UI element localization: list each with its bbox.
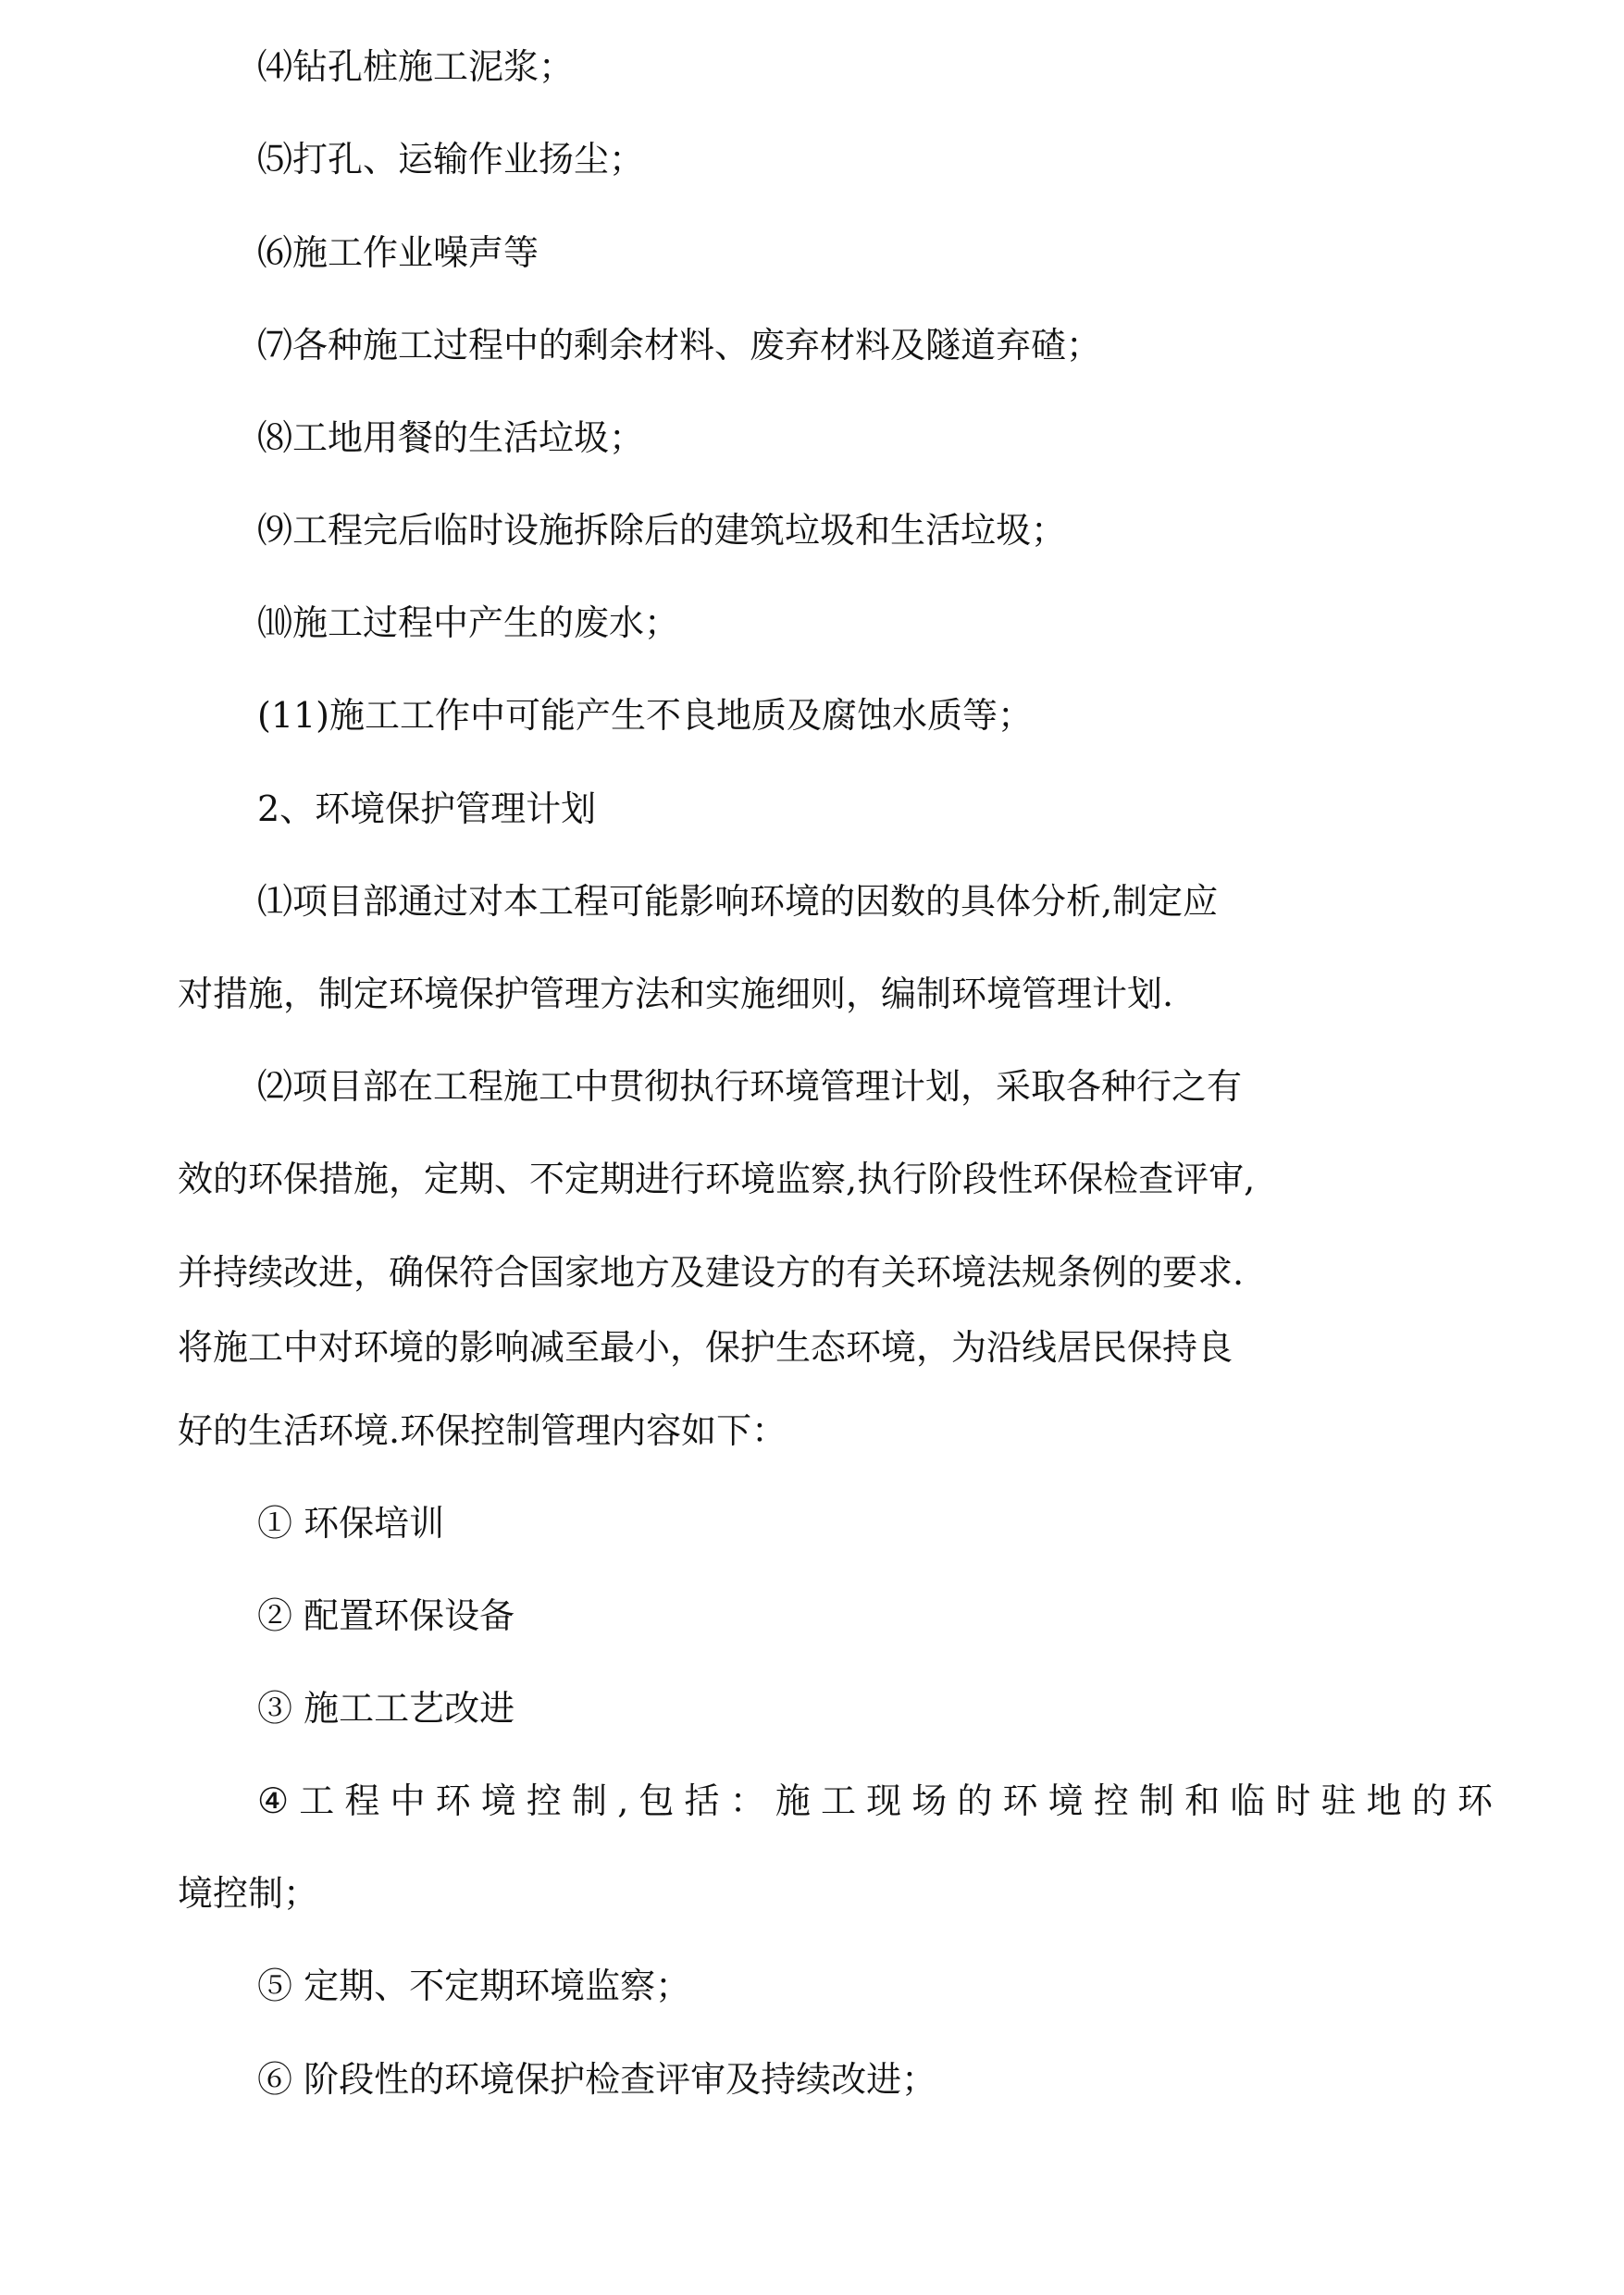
paragraph-line: 效的环保措施，定期、不定期进行环境监察,执行阶段性环保检查评审, [178,1159,1256,1199]
list-item-6: ⑹施工作业噪声等 [257,232,539,273]
list-item-circled-2: ② 配置环保设备 [257,1595,515,1636]
list-item-7: ⑺各种施工过程中的剩余材料、废弃材料及隧道弃碴； [257,325,1102,366]
paragraph-line: 将施工中对环境的影响减至最小，保护生态环境，为沿线居民保持良 [178,1327,1233,1368]
list-item-11: (11)施工工作中可能产生不良地质及腐蚀水质等； [257,695,1034,736]
paragraph-line: 对措施，制定环境保护管理方法和实施细则，编制环境管理计划. [178,974,1174,1014]
paragraph-line: ⑵项目部在工程施工中贯彻执行环境管理计划，采取各种行之有 [257,1066,1243,1107]
list-item-circled-4: ④ 工 程 中 环 境 控 制 , 包 括 ： 施 工 现 场 的 环 境 控 制 和 临 时 驻 地 的 环 [257,1780,1493,1821]
list-item-4: ⑷钻孔桩施工泥浆； [257,46,575,87]
paragraph-line: 好的生活环境.环保控制管理内容如下： [178,1410,787,1451]
section-heading: 2、环境保护管理计划 [257,788,597,829]
list-item-10: ⑽施工过程中产生的废水； [257,602,680,643]
list-item-5: ⑸打孔、运输作业扬尘； [257,139,645,180]
list-item-circled-4-continued: 境控制； [178,1873,319,1914]
list-item-circled-5: ⑤ 定期、不定期环境监察； [257,1966,691,2006]
list-item-9: ⑼工程完后临时设施拆除后的建筑垃圾和生活垃圾； [257,510,1067,551]
list-item-8: ⑻工地用餐的生活垃圾； [257,417,645,458]
paragraph-line: 并持续改进，确保符合国家地方及建设方的有关环境法规条例的要求. [178,1252,1245,1293]
list-item-circled-1: ① 环保培训 [257,1503,445,1544]
paragraph-line: ⑴项目部通过对本工程可能影响环境的因数的具体分析,制定应 [257,881,1219,922]
list-item-circled-6: ⑥ 阶段性的环境保护检查评审及持续改进； [257,2059,937,2100]
list-item-circled-3: ③ 施工工艺改进 [257,1688,515,1729]
